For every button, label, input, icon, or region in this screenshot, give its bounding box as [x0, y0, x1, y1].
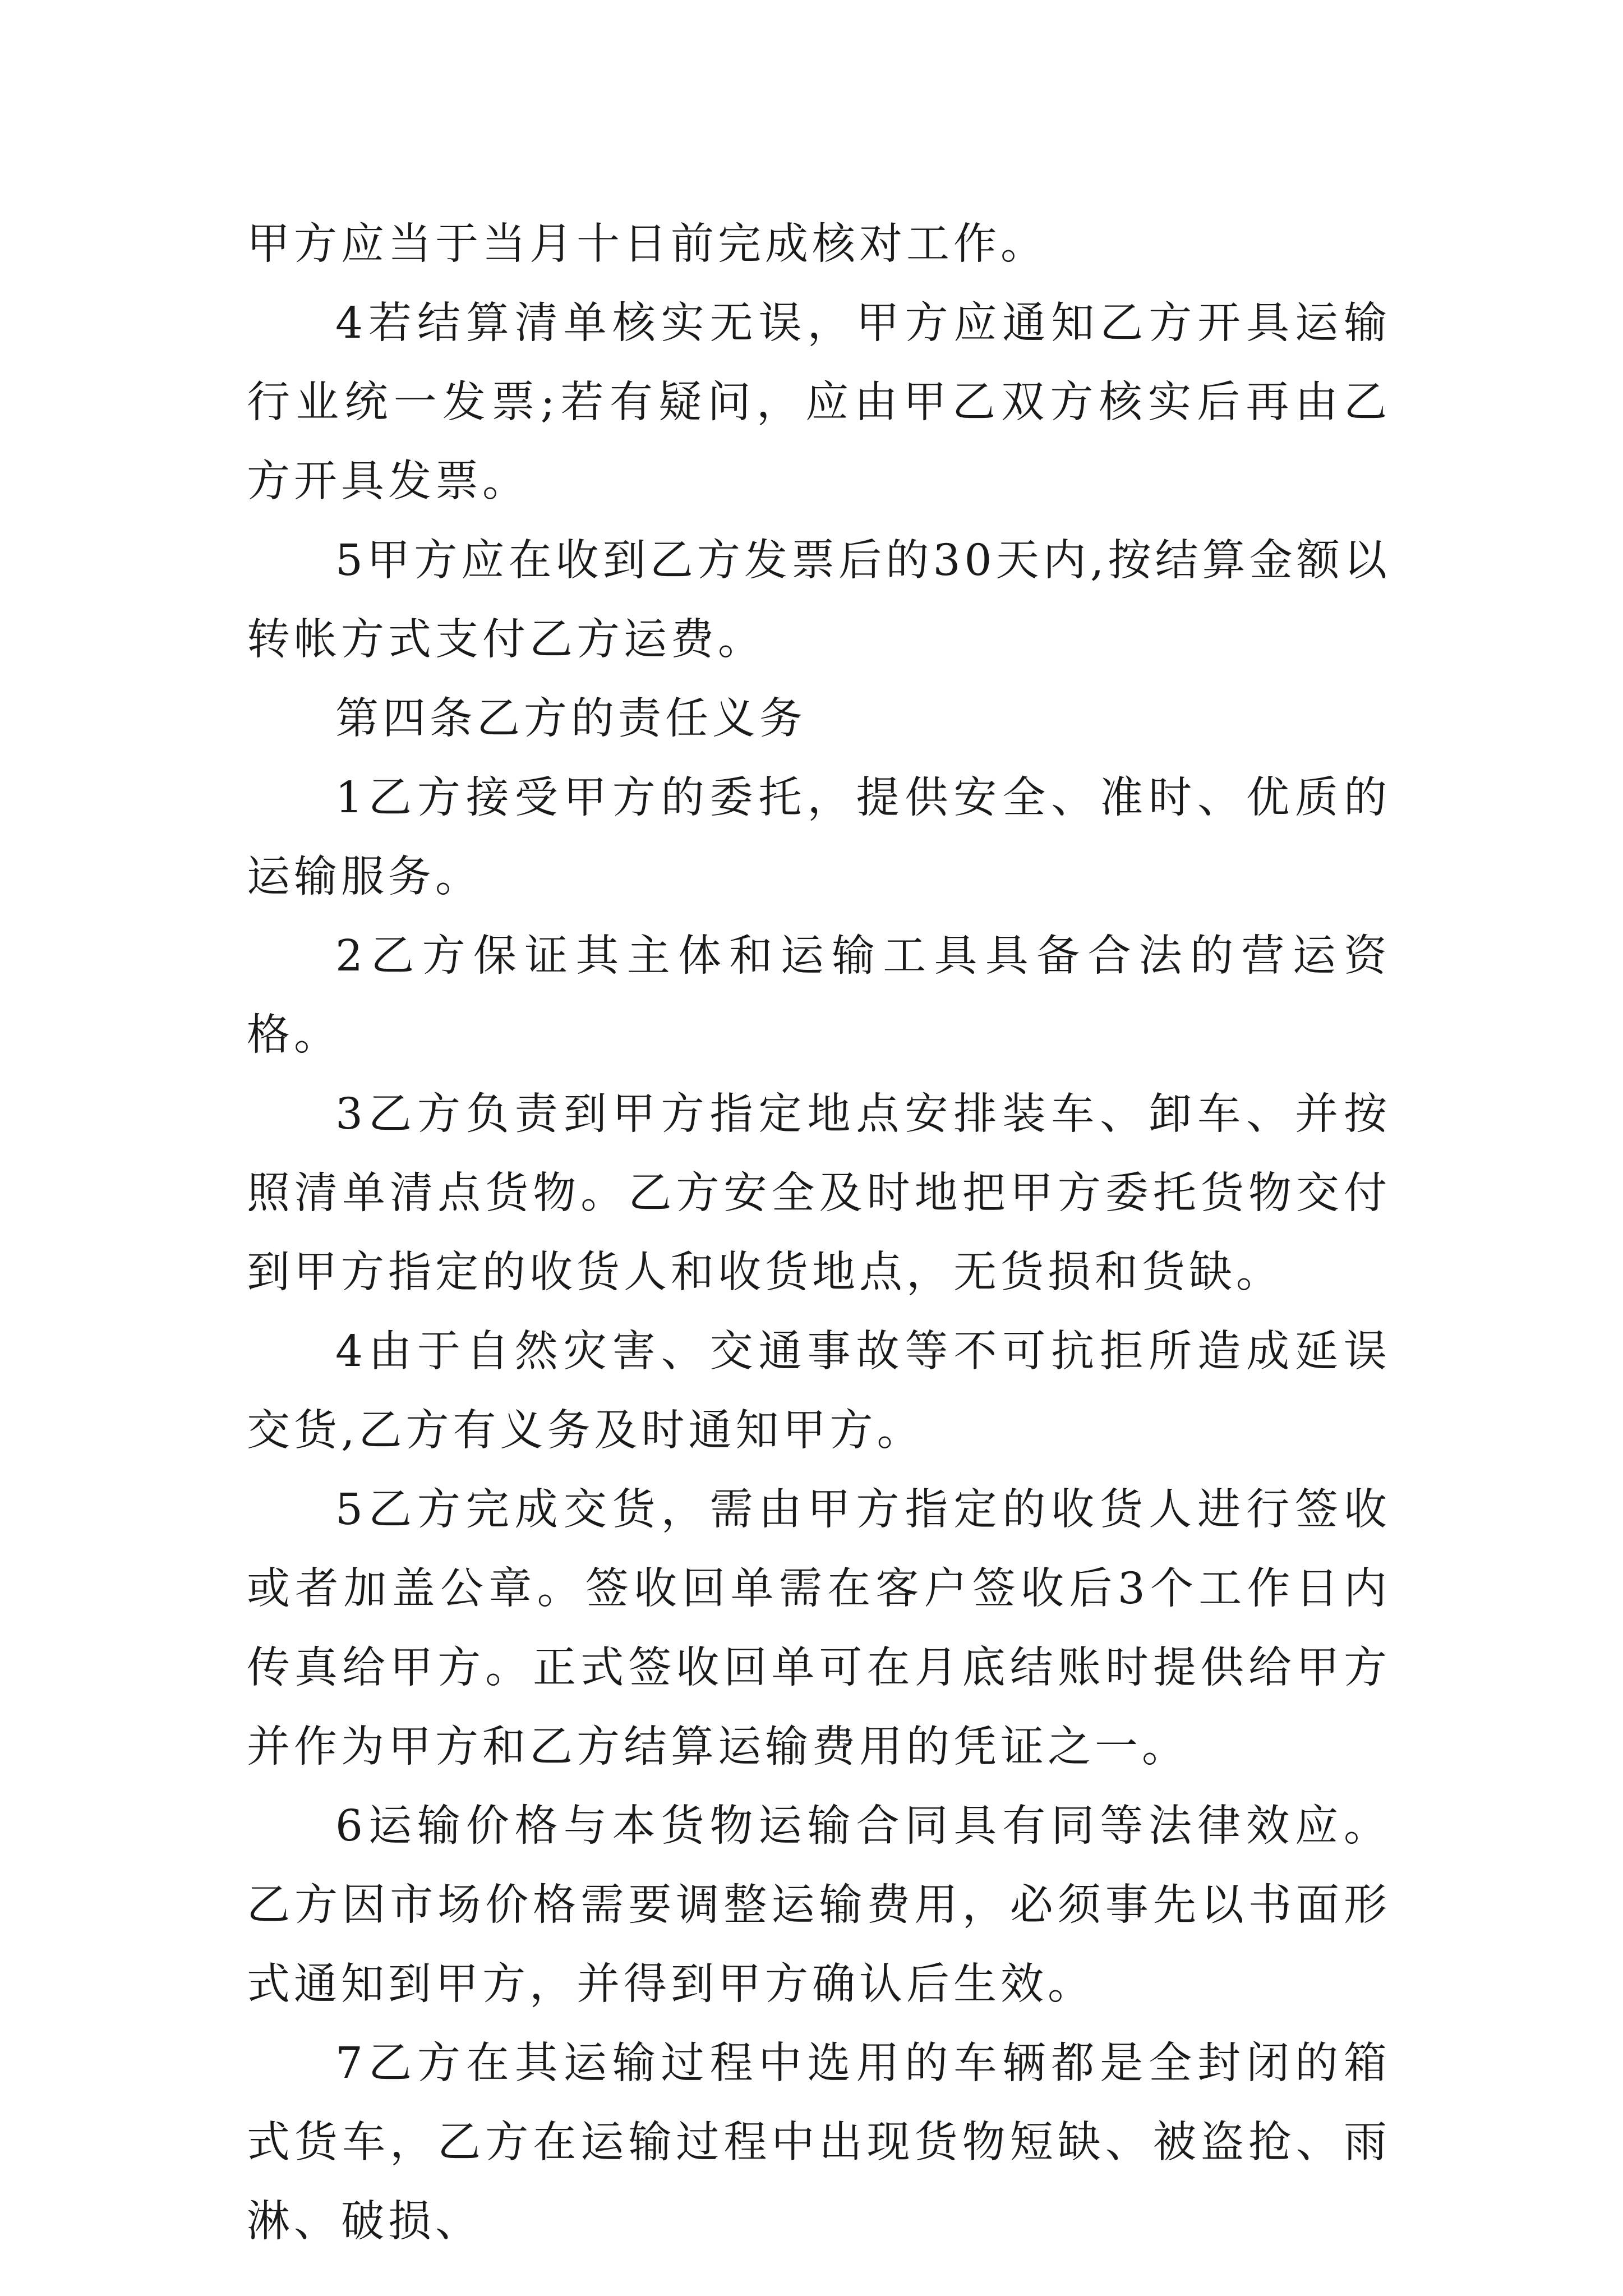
- paragraph-duty-5: 5乙方完成交货，需由甲方指定的收货人进行签收或者加盖公章。签收回单需在客户签收后3个工作日内传真给甲方。正式签收回单可在月底结账时提供给甲方并作为甲方和乙方结算运输费用的凭证之一。: [247, 1485, 1391, 1772]
- document-body: [247, 205, 1391, 2261]
- section-heading-article-4: 第四条乙方的责任义务: [335, 694, 806, 744]
- paragraph-duty-7: 7乙方在其运输过程中选用的车辆都是全封闭的箱式货车，乙方在运输过程中出现货物短缺、被盗抢、雨淋、破损、: [247, 2039, 1391, 2247]
- paragraph-duty-2: 2乙方保证其主体和运输工具具备合法的营运资格。: [247, 931, 1391, 1060]
- paragraph-duty-4: 4由于自然灾害、交通事故等不可抗拒所造成延误交货,乙方有义务及时通知甲方。: [247, 1327, 1391, 1456]
- paragraph-item-5-payment: 5甲方应在收到乙方发票后的30天内,按结算金额以转帐方式支付乙方运费。: [247, 536, 1391, 665]
- paragraph-continuation: 甲方应当于当月十日前完成核对工作。: [247, 219, 1048, 269]
- paragraph-item-4-invoice: 4若结算清单核实无误，甲方应通知乙方开具运输行业统一发票;若有疑问，应由甲乙双方核实后再由乙方开具发票。: [247, 298, 1391, 507]
- paragraph-duty-1: 1乙方接受甲方的委托，提供安全、准时、优质的运输服务。: [247, 773, 1391, 902]
- paragraph-duty-6: 6运输价格与本货物运输合同具有同等法律效应。乙方因市场价格需要调整运输费用，必须事先以书面形式通知到甲方，并得到甲方确认后生效。: [247, 1801, 1391, 2009]
- paragraph-duty-3: 3乙方负责到甲方指定地点安排装车、卸车、并按照清单清点货物。乙方安全及时地把甲方委托货物交付到甲方指定的收货人和收货地点，无货损和货缺。: [247, 1089, 1391, 1297]
